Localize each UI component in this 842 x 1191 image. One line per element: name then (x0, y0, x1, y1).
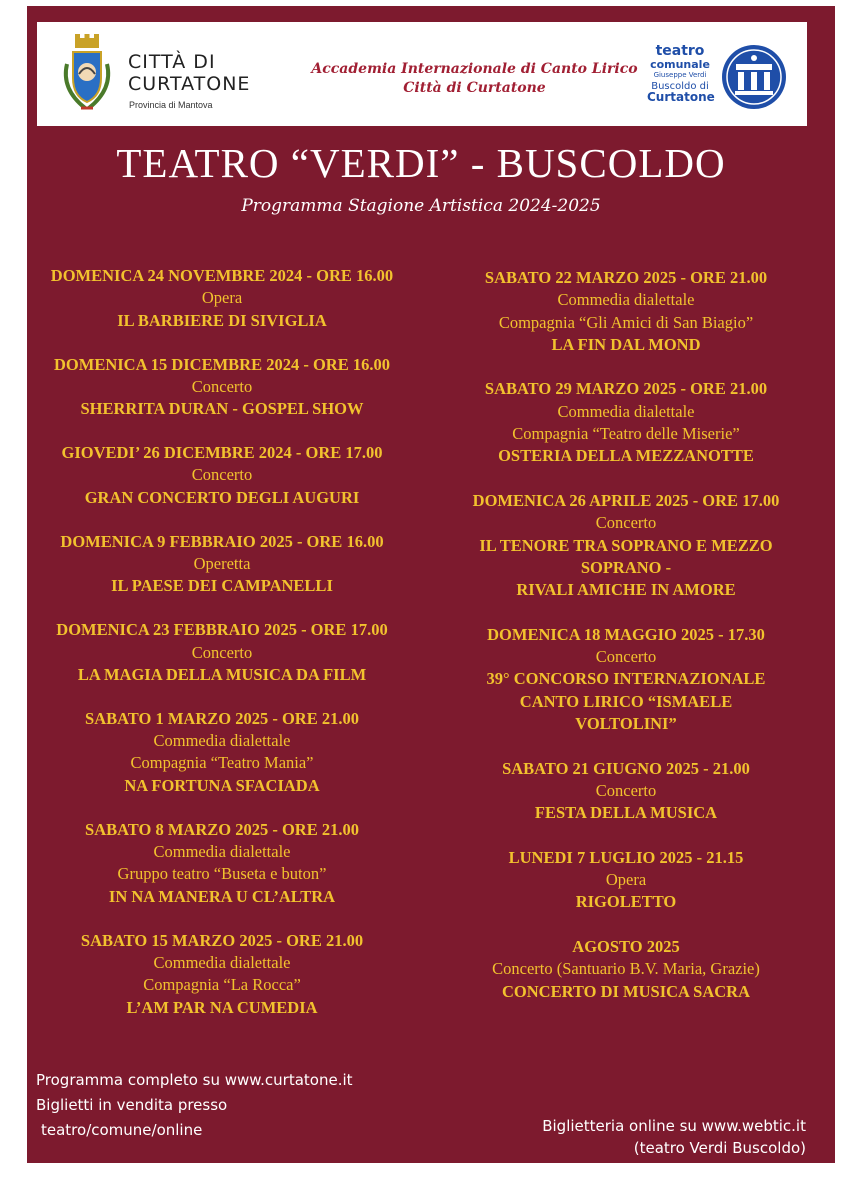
event-detail: Concerto (595, 780, 657, 800)
event-detail: Commedia dialettale (153, 842, 291, 862)
event-date: DOMENICA 23 FEBBRAIO 2025 - ORE 17.00 (56, 620, 388, 640)
event-date: SABATO 1 MARZO 2025 - ORE 21.00 (85, 708, 359, 728)
city-line-2: CURTATONE (128, 73, 251, 95)
theater-facade-icon (721, 44, 787, 110)
event-title: IL PAESE DEI CAMPANELLI (111, 576, 333, 596)
event-detail: Concerto (Santuario B.V. Maria, Grazie) (492, 959, 760, 979)
event-detail: Compagnia “Teatro delle Miserie” (512, 424, 740, 444)
event-detail: Concerto (191, 465, 253, 485)
event-entry (32, 708, 412, 797)
event-title: NA FORTUNA SFACIADA (124, 775, 320, 795)
event-title: CONCERTO DI MUSICA SACRA (501, 981, 751, 1001)
event-entry (452, 378, 800, 467)
event-entry (452, 758, 800, 825)
event-detail: Compagnia “La Rocca” (143, 975, 301, 995)
event-entry (32, 819, 412, 908)
footer-left-line-1: Programma completo su www.curtatone.it (36, 1071, 353, 1089)
teatro-logo-line-2: comunale (650, 58, 710, 71)
city-crest-icon (57, 34, 117, 114)
accademia-line-1: Accademia Internazionale di Canto Lirico (311, 61, 638, 77)
event-date: DOMENICA 9 FEBBRAIO 2025 - ORE 16.00 (60, 531, 384, 551)
footer-left-line-2: Biglietti in vendita presso (36, 1096, 228, 1114)
event-detail: Commedia dialettale (557, 290, 695, 310)
event-entry (32, 442, 412, 509)
event-entry (32, 619, 412, 686)
event-entry (32, 531, 412, 598)
event-title: IL BARBIERE DI SIVIGLIA (117, 310, 327, 330)
event-detail: Concerto (595, 647, 657, 667)
event-date: SABATO 29 MARZO 2025 - ORE 21.00 (484, 379, 768, 399)
teatro-logo-line-4: Buscoldo di (651, 81, 709, 92)
event-detail: Concerto (191, 376, 253, 396)
event-date: DOMENICA 15 DICEMBRE 2024 - ORE 16.00 (54, 354, 390, 374)
poster-title: TEATRO “VERDI” - BUSCOLDO (116, 140, 726, 186)
event-date: SABATO 21 GIUGNO 2025 - 21.00 (502, 758, 750, 778)
city-line-1: CITTÀ DI (128, 51, 216, 73)
teatro-logo-line-5: Curtatone (647, 90, 715, 104)
event-date: DOMENICA 18 MAGGIO 2025 - 17.30 (487, 624, 765, 644)
event-title: VOLTOLINI” (575, 713, 677, 733)
event-detail: Opera (605, 870, 647, 890)
event-title: SHERRITA DURAN - GOSPEL SHOW (80, 399, 364, 419)
curtatone-logo (57, 34, 287, 114)
event-date: LUNEDI 7 LUGLIO 2025 - 21.15 (508, 847, 744, 867)
accademia-logo-text (282, 60, 667, 98)
header-logos-bar (37, 22, 807, 126)
event-entry (32, 354, 412, 421)
footer-info-left (36, 1068, 353, 1143)
event-detail: Concerto (595, 513, 657, 533)
event-detail: Opera (201, 288, 243, 308)
event-entry (32, 930, 412, 1019)
event-title: SOPRANO - (580, 557, 672, 577)
event-entry (452, 624, 800, 735)
event-entry (452, 267, 800, 356)
teatro-logo-line-1: teatro (655, 43, 705, 59)
event-title: IN NA MANERA U CL’ALTRA (108, 886, 336, 906)
event-title: LA MAGIA DELLA MUSICA DA FILM (77, 664, 367, 684)
event-title: 39° CONCORSO INTERNAZIONALE (486, 669, 766, 689)
footer-right-line-1: Biglietteria online su www.webtic.it (542, 1117, 806, 1135)
events-column-left (32, 265, 412, 1041)
event-title: FESTA DELLA MUSICA (534, 803, 718, 823)
event-entry (452, 847, 800, 914)
event-detail: Operetta (193, 554, 251, 574)
event-title: CANTO LIRICO “ISMAELE (519, 691, 733, 711)
event-title: OSTERIA DELLA MEZZANOTTE (498, 446, 754, 466)
event-entry (452, 936, 800, 1003)
poster-subtitle: Programma Stagione Artistica 2024-2025 (241, 196, 601, 216)
event-date: AGOSTO 2025 (572, 936, 680, 956)
event-date: GIOVEDI’ 26 DICEMBRE 2024 - ORE 17.00 (61, 443, 383, 463)
accademia-line-2: Città di Curtatone (403, 80, 546, 96)
event-date: SABATO 22 MARZO 2025 - ORE 21.00 (484, 268, 768, 287)
event-title: RIVALI AMICHE IN AMORE (516, 580, 736, 600)
event-detail: Compagnia “Teatro Mania” (130, 753, 314, 773)
teatro-logo-line-3: Giuseppe Verdi (653, 71, 707, 79)
event-entry (32, 265, 412, 332)
footer-left-line-3: teatro/comune/online (41, 1121, 203, 1139)
teatro-logo-text (647, 44, 713, 103)
event-title: L’AM PAR NA CUMEDIA (126, 997, 318, 1017)
event-detail: Compagnia “Gli Amici di San Biagio” (498, 312, 754, 332)
event-date: SABATO 15 MARZO 2025 - ORE 21.00 (80, 930, 364, 950)
province-label: Provincia di Mantova (129, 100, 213, 110)
event-title: RIGOLETTO (575, 892, 677, 912)
event-detail: Gruppo teatro “Buseta e buton” (117, 864, 327, 884)
event-date: SABATO 8 MARZO 2025 - ORE 21.00 (85, 819, 359, 839)
event-detail: Concerto (191, 642, 253, 662)
event-date: DOMENICA 26 APRILE 2025 - ORE 17.00 (472, 490, 780, 510)
events-column-right (452, 267, 800, 1025)
footer-info-right (542, 1115, 806, 1159)
event-title: GRAN CONCERTO DEGLI AUGURI (84, 487, 360, 507)
teatro-comunale-logo (647, 44, 797, 114)
event-date: DOMENICA 24 NOVEMBRE 2024 - ORE 16.00 (50, 266, 394, 285)
event-title: LA FIN DAL MOND (551, 334, 701, 354)
event-detail: Commedia dialettale (557, 401, 695, 421)
event-detail: Commedia dialettale (153, 731, 291, 751)
event-title: IL TENORE TRA SOPRANO E MEZZO (479, 535, 773, 555)
event-detail: Commedia dialettale (153, 952, 291, 972)
footer-right-line-2: (teatro Verdi Buscoldo) (633, 1139, 806, 1157)
event-entry (452, 490, 800, 601)
